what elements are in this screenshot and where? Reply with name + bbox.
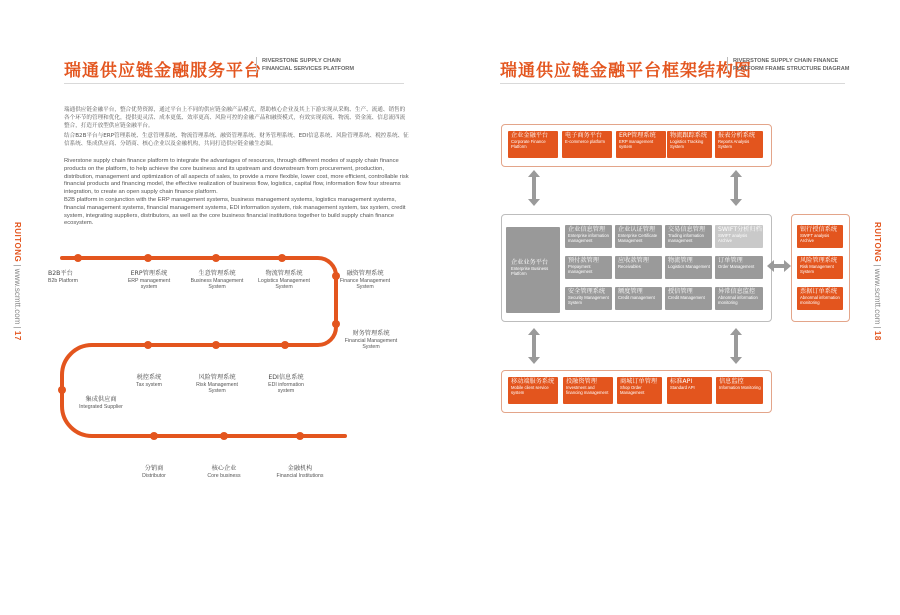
label-tax — [104, 374, 194, 388]
top-box-4-cn: 报表分析系统 — [718, 132, 756, 139]
grid-9-cn: 额度管理 — [618, 288, 643, 295]
grid-5-cn: 应收款管理 — [618, 257, 649, 264]
label-b2b-en: B2b Platform — [48, 278, 78, 284]
grid-7-cn: 订单管理 — [718, 257, 743, 264]
grid-credit-limit — [615, 287, 662, 310]
grid-3-en: SWIFT analysis Archive — [718, 233, 748, 243]
grid-1-cn: 企业认证管理 — [618, 226, 656, 233]
grid-order — [715, 256, 763, 279]
arrow-top-left — [524, 168, 544, 208]
grid-1-en: Enterprise Certificate Management — [618, 233, 658, 243]
grid-6-cn: 物流管理 — [668, 257, 693, 264]
top-box-reports-analysis — [715, 131, 763, 158]
left-side-sep-2: | — [13, 326, 22, 331]
label-risk-cn: 风险管理系统 — [198, 374, 236, 381]
bottom-3-cn: 标准API — [670, 378, 693, 385]
center-main-en: Enterprise Business Platform — [511, 266, 549, 276]
arrow-bottom-right — [726, 326, 746, 366]
bottom-3-en: Standard API — [670, 385, 695, 390]
label-tax-cn: 税控系统 — [136, 374, 162, 381]
grid-2-en: Trading information management — [668, 233, 704, 243]
node-logistics — [278, 254, 286, 262]
grid-trading-info — [665, 225, 712, 248]
bottom-box-investment — [563, 377, 613, 404]
label-financial-cn: 财务管理系统 — [352, 330, 390, 337]
node-risk — [212, 341, 220, 349]
label-logistics-cn: 物流管理系统 — [265, 270, 303, 277]
label-logistics-en: Logistics Management System — [258, 278, 310, 291]
grid-0-cn: 企业信息管理 — [568, 226, 606, 233]
bottom-4-en: Information Monitoring — [719, 385, 761, 390]
label-risk-en: Risk Management System — [196, 382, 238, 395]
top-box-2-cn: ERP管理系统 — [619, 132, 656, 139]
grid-security — [565, 287, 612, 310]
grid-abnormal-monitor — [715, 287, 763, 310]
bottom-box-shop-order — [617, 377, 662, 404]
side-risk-management — [797, 256, 843, 279]
left-page-title-en: RIVERSTONE SUPPLY CHAIN FINANCIAL SERVICES PLATFORM — [256, 57, 372, 73]
node-business — [212, 254, 220, 262]
top-box-ecommerce — [562, 131, 612, 158]
bottom-2-cn: 商城订单管理 — [620, 378, 658, 385]
grid-3-cn: SWIFT分析归档 — [718, 226, 762, 233]
grid-0-en: Enterprise information management — [568, 233, 609, 243]
left-side-sep: | — [13, 264, 22, 269]
grid-swift-archive — [715, 225, 763, 248]
side-1-en: Risk Management System — [800, 264, 834, 274]
right-title-rule — [500, 83, 845, 84]
node-tax — [144, 341, 152, 349]
grid-5-en: Receivables — [618, 264, 641, 269]
grid-4-cn: 预付款管理 — [568, 257, 599, 264]
label-institutions-en: Financial Institutions — [276, 473, 324, 479]
label-supplier — [56, 396, 146, 410]
right-page-title-en: RIVERSTONE SUPPLY CHAIN FINANCE PLATFORM FRAME STRUCTURE DIAGRAM — [727, 57, 853, 73]
arrow-bottom-left — [524, 326, 544, 366]
label-financial-en: Financial Management System — [344, 338, 398, 351]
label-core-en: Core business — [207, 473, 241, 479]
label-logistics — [239, 270, 329, 290]
label-tax-en: Tax system — [136, 382, 162, 388]
label-erp-en: ERP management system — [127, 278, 171, 291]
right-page-title: 瑞通供应链金融平台框架结构图 — [500, 61, 752, 81]
grid-7-en: Order Management — [718, 264, 755, 269]
bottom-1-cn: 投融资管理 — [566, 378, 597, 385]
right-side-sep: | — [873, 264, 882, 269]
grid-receivables — [615, 256, 662, 279]
bottom-2-en: Shop Order Management — [620, 385, 645, 395]
side-0-cn: 银行授信系统 — [800, 226, 838, 233]
label-erp-cn: ERP管理系统 — [130, 270, 168, 277]
grid-6-en: Logistics Management — [668, 264, 710, 269]
label-financial — [336, 330, 406, 350]
node-b2b — [74, 254, 82, 262]
top-box-3-cn: 物流跟踪系统 — [670, 132, 708, 139]
right-side-url: www.scmtt.com — [873, 268, 882, 325]
top-box-0-cn: 企业金融平台 — [511, 132, 549, 139]
top-box-3-en: Logistics Tracking System — [670, 139, 704, 149]
left-intro-cn: 瑞通供应链金融平台，整合优势资源，通过平台上不同的供应链金融产品模式，帮助核心企业及其上下游实现从采购、生产、流通、销售的各个环节的管理和优化，提供更灵活、成本更低、效率更高、风险可控的金融产品和融资模式，有效实现商流、物流、资金流、信息流四流整合，打造开放型供应链金融平台。 — [64, 107, 406, 129]
label-b2b — [48, 270, 108, 284]
label-finance-cn: 融资管理系统 — [346, 270, 384, 277]
bottom-box-info-monitor — [716, 377, 763, 404]
label-supplier-cn: 集成供应商 — [85, 396, 117, 403]
top-box-corporate-finance — [508, 131, 558, 158]
grid-8-en: Security Management System — [568, 295, 609, 305]
label-business-cn: 生意管理系统 — [198, 270, 236, 277]
grid-4-en: Prepayment management — [568, 264, 593, 274]
grid-2-cn: 交易信息管理 — [668, 226, 706, 233]
label-institutions — [255, 465, 345, 479]
grid-11-cn: 异常信息监控 — [718, 288, 756, 295]
left-page-number: 17 — [13, 330, 22, 341]
node-edi — [281, 341, 289, 349]
left-side-url: www.scmtt.com — [13, 268, 22, 325]
bottom-1-en: Investment and financing management — [566, 385, 609, 395]
node-distributor — [150, 432, 158, 440]
top-box-4-en: Reports Analysis System — [718, 139, 750, 149]
arrow-top-right — [726, 168, 746, 208]
right-side-label — [873, 222, 882, 341]
side-2-cn: 票据订单系统 — [800, 288, 838, 295]
enterprise-business-platform — [506, 227, 560, 313]
left-intro-cn-2: 结合B2B平台与ERP管理系统、生意管理系统、物流管理系统、融资管理系统、财务管理系统、EDI信息系统、风险管理系统、税控系统、征信系统、集成供应商、分销商、核心企业以及金融机构，共同打造供应链金融生态圈。 — [64, 133, 409, 147]
left-intro-en-2: B2B platform in conjunction with the ERP management systems, business management systems, logistics management systems, financial management systems, financial management systems, EDI information system, risk management system, tax system, credit system, integrating suppliers, distributors, as well as the core business financial institutions together to build supply chain finance ecosystem. — [64, 197, 406, 227]
grid-enterprise-info — [565, 225, 612, 248]
side-2-en: Abnormal information monitoring — [800, 295, 840, 305]
bottom-4-cn: 信息监控 — [719, 378, 744, 385]
grid-8-cn: 安全管理系统 — [568, 288, 606, 295]
label-supplier-en: Integrated Supplier — [79, 404, 123, 410]
bottom-box-mobile — [508, 377, 558, 404]
top-box-1-en: E-commerce platform — [565, 139, 606, 144]
top-box-logistics-tracking — [667, 131, 712, 158]
left-intro-en: Riverstone supply chain finance platform to integrate the advantages of resources, through different modes of supply chain finance products on the platform, to help achieve the core business and its upstream and downstream from procurement, production, distribution, management and optimization of all aspects of sales, to provide a more flexible, lower cost, more efficient, controllable risk financial products and financing model, the effective realization of business flow, logistics, capital flow, information flow four streams integration, to create an open supply chain finance platform. — [64, 158, 409, 196]
label-core-cn: 核心企业 — [211, 465, 237, 472]
grid-11-en: Abnormal information monitoring — [718, 295, 758, 305]
node-institutions — [296, 432, 304, 440]
label-business-en: Business Management System — [190, 278, 244, 291]
side-0-en: SWIFT analysis Archive — [800, 233, 830, 243]
right-page-number: 18 — [873, 330, 882, 341]
top-box-2-en: ERP management system — [619, 139, 654, 149]
grid-credit — [665, 287, 712, 310]
grid-prepayment — [565, 256, 612, 279]
top-box-1-cn: 电子商务平台 — [565, 132, 603, 139]
label-institutions-cn: 金融机构 — [287, 465, 313, 472]
right-side-sep-2: | — [873, 326, 882, 331]
node-supplier — [58, 386, 66, 394]
node-core — [220, 432, 228, 440]
top-box-0-en: Corporate Finance Platform — [511, 139, 546, 149]
top-box-erp — [616, 131, 666, 158]
grid-10-en: Credit Management — [668, 295, 705, 300]
label-distributor-en: Distributor — [142, 473, 166, 479]
side-bank-credit — [797, 225, 843, 248]
label-finance — [330, 270, 400, 290]
arrow-side — [764, 258, 794, 274]
bottom-0-cn: 移动端服务系统 — [511, 378, 555, 385]
node-financial — [332, 320, 340, 328]
side-1-cn: 风险管理系统 — [800, 257, 838, 264]
bottom-0-en: Mobile client service system — [511, 385, 549, 395]
bottom-box-standard-api — [667, 377, 712, 404]
label-edi-cn: EDI信息系统 — [268, 374, 304, 381]
grid-9-en: Credit management — [618, 295, 655, 300]
left-page-title: 瑞通供应链金融服务平台 — [64, 61, 262, 81]
grid-10-cn: 授信管理 — [668, 288, 693, 295]
label-distributor-cn: 分销商 — [144, 465, 164, 472]
grid-enterprise-cert — [615, 225, 662, 248]
label-finance-en: Finance Management System — [339, 278, 391, 291]
left-side-brand: RUITONG — [13, 222, 22, 263]
right-side-brand: RUITONG — [873, 222, 882, 263]
node-erp — [144, 254, 152, 262]
side-bill-order — [797, 287, 843, 310]
center-main-cn: 企业业务平台 — [511, 259, 549, 266]
label-b2b-cn: B2B平台 — [48, 270, 73, 277]
grid-logistics — [665, 256, 712, 279]
label-edi-en: EDI information system — [268, 382, 304, 395]
